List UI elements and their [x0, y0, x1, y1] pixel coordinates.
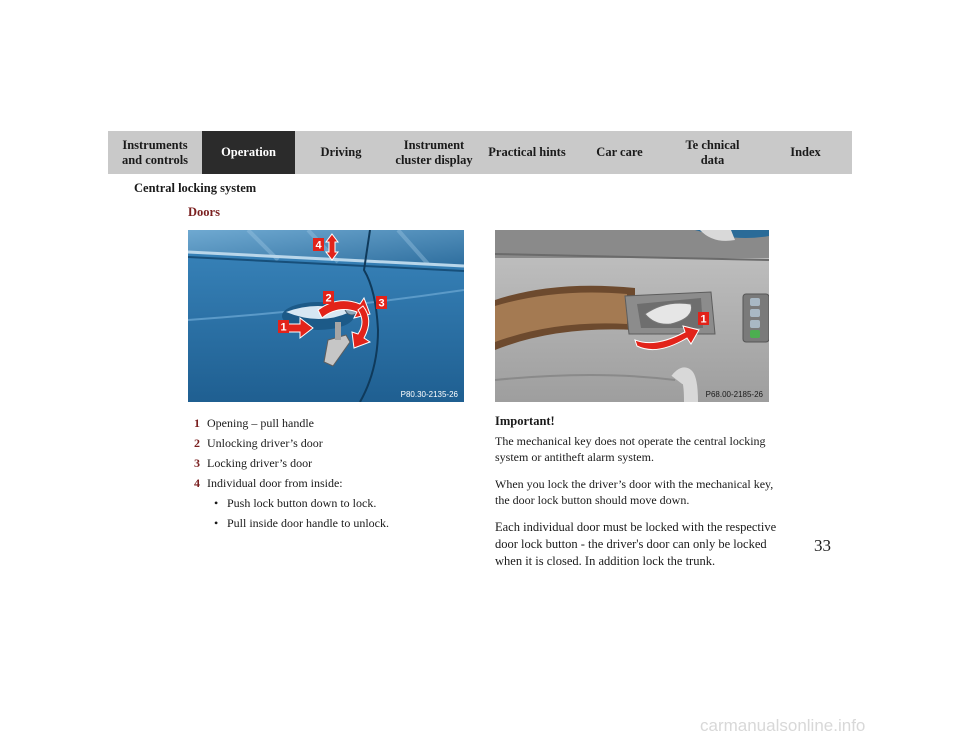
figure-code: P80.30-2135-26 [400, 390, 458, 399]
tab-instrument-cluster-display[interactable]: Instrument cluster display [387, 131, 481, 174]
legend-number: 3 [194, 456, 200, 470]
figure-code: P68.00-2185-26 [705, 390, 763, 399]
legend-text: Unlocking driver’s door [207, 436, 323, 450]
tab-practical-hints[interactable]: Practical hints [481, 131, 573, 174]
legend-bullet [194, 493, 389, 513]
figure-legend [194, 413, 389, 533]
important-paragraph-3: Each individual door must be locked with the respective door lock button - the driver's door can only be locked when it is closed. In addition lock the trunk. [495, 520, 777, 568]
callout-3: 3 [378, 297, 385, 310]
legend-item [194, 473, 389, 493]
callout-4: 4 [315, 239, 322, 252]
tab-car-care[interactable]: Car care [573, 131, 666, 174]
callout-2: 2 [325, 292, 332, 305]
callout-1: 1 [700, 313, 707, 326]
tab-driving[interactable]: Driving [295, 131, 387, 174]
legend-item [194, 433, 389, 453]
figure-interior-door [495, 230, 769, 402]
section-title: Central locking system [134, 181, 257, 195]
bullet-text: Push lock button down to lock. [227, 496, 377, 510]
tab-operation[interactable]: Operation [202, 131, 295, 174]
legend-item [194, 413, 389, 433]
interior-door-illustration [495, 230, 769, 402]
legend-item [194, 453, 389, 473]
legend-number: 2 [194, 436, 200, 450]
tab-instruments-and-controls[interactable]: Instruments and controls [108, 131, 202, 174]
chapter-nav [108, 131, 852, 174]
legend-text: Individual door from inside: [207, 476, 343, 490]
bullet-dot-icon: • [214, 516, 219, 530]
tab-index[interactable]: Index [759, 131, 852, 174]
figure-exterior-door [188, 230, 464, 402]
legend-number: 4 [194, 476, 200, 490]
tab-technical-data[interactable]: Te chnical data [666, 131, 759, 174]
important-title: Important! [495, 414, 555, 428]
page-number: 33 [814, 536, 831, 555]
important-note [495, 413, 780, 581]
watermark: carmanualsonline.info [700, 716, 866, 735]
bullet-text: Pull inside door handle to unlock. [227, 516, 389, 530]
subheading-doors: Doors [188, 205, 220, 219]
important-paragraph-2: When you lock the driver’s door with the mechanical key, the door lock button should move down. [495, 477, 774, 507]
important-paragraph-1: The mechanical key does not operate the central locking system or antitheft alarm system. [495, 434, 766, 464]
exterior-door-illustration [188, 230, 464, 402]
callout-1: 1 [280, 321, 287, 334]
bullet-dot-icon: • [214, 496, 219, 510]
legend-text: Opening – pull handle [207, 416, 314, 430]
legend-text: Locking driver’s door [207, 456, 313, 470]
legend-number: 1 [194, 416, 200, 430]
legend-bullet [194, 513, 389, 533]
